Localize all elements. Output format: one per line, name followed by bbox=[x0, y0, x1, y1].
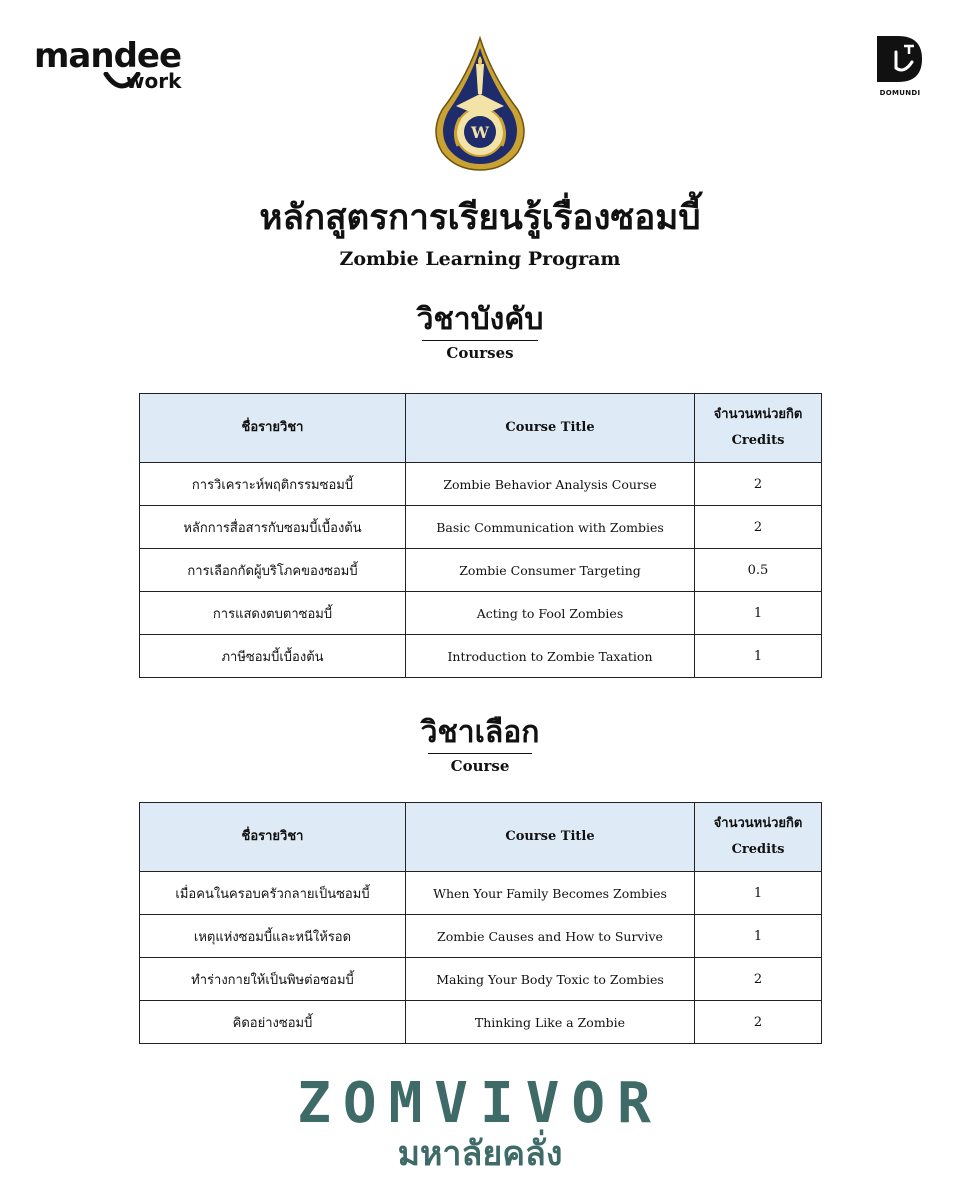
table-header-row bbox=[140, 803, 822, 872]
page-title-english: Zombie Learning Program bbox=[339, 248, 621, 270]
elective-courses-table bbox=[139, 802, 822, 1044]
course-title: Zombie Behavior Analysis Course bbox=[406, 463, 695, 506]
col-credits-thai: จำนวนหน่วยกิต bbox=[713, 816, 803, 831]
table-row bbox=[140, 1001, 822, 1044]
col-course-title: Course Title bbox=[406, 394, 695, 463]
course-title: Acting to Fool Zombies bbox=[406, 592, 695, 635]
course-thai-name: หลักการสื่อสารกับซอมบี้เบื้องต้น bbox=[140, 506, 406, 549]
course-title: Basic Communication with Zombies bbox=[406, 506, 695, 549]
course-thai-name: การเลือกกัดผู้บริโภคของซอมบี้ bbox=[140, 549, 406, 592]
table-row bbox=[140, 958, 822, 1001]
col-thai-name: ชื่อรายวิชา bbox=[140, 803, 406, 872]
domundi-logo bbox=[874, 34, 930, 100]
course-thai-name: เหตุแห่งซอมบี้และหนีให้รอด bbox=[140, 915, 406, 958]
elective-heading-thai: วิชาเลือก bbox=[420, 715, 540, 750]
col-credits bbox=[695, 803, 822, 872]
table-row bbox=[140, 592, 822, 635]
course-title: Zombie Causes and How to Survive bbox=[406, 915, 695, 958]
course-credits: 2 bbox=[695, 463, 822, 506]
course-title: When Your Family Becomes Zombies bbox=[406, 872, 695, 915]
svg-text:W: W bbox=[471, 123, 489, 142]
table-row bbox=[140, 915, 822, 958]
col-credits bbox=[695, 394, 822, 463]
col-credits-thai: จำนวนหน่วยกิต bbox=[713, 407, 803, 422]
zomvivor-logo-thai: มหาลัยคลั่ง bbox=[397, 1134, 563, 1174]
col-thai-name: ชื่อรายวิชา bbox=[140, 394, 406, 463]
table-row bbox=[140, 506, 822, 549]
mandee-work-logo bbox=[34, 38, 184, 98]
table-row bbox=[140, 872, 822, 915]
table-row bbox=[140, 463, 822, 506]
course-title: Making Your Body Toxic to Zombies bbox=[406, 958, 695, 1001]
course-thai-name: การวิเคราะห์พฤติกรรมซอมบี้ bbox=[140, 463, 406, 506]
required-heading-rule bbox=[422, 340, 538, 341]
course-credits: 1 bbox=[695, 635, 822, 678]
domundi-caption: DOMUNDI bbox=[879, 89, 921, 97]
course-credits: 2 bbox=[695, 958, 822, 1001]
elective-heading-en: Course bbox=[450, 757, 510, 775]
domundi-mark-icon bbox=[874, 34, 926, 86]
col-credits-en: Credits bbox=[731, 433, 785, 448]
course-credits: 2 bbox=[695, 506, 822, 549]
course-thai-name: เมื่อคนในครอบครัวกลายเป็นซอมบี้ bbox=[140, 872, 406, 915]
course-thai-name: ทำร่างกายให้เป็นพิษต่อซอมบี้ bbox=[140, 958, 406, 1001]
course-title: Thinking Like a Zombie bbox=[406, 1001, 695, 1044]
table-header-row bbox=[140, 394, 822, 463]
course-credits: 0.5 bbox=[695, 549, 822, 592]
course-title: Introduction to Zombie Taxation bbox=[406, 635, 695, 678]
table-row bbox=[140, 549, 822, 592]
required-heading-thai: วิชาบังคับ bbox=[416, 302, 544, 337]
course-credits: 1 bbox=[695, 592, 822, 635]
required-heading-en: Courses bbox=[446, 344, 514, 362]
mandee-logo-sub: work bbox=[126, 69, 182, 93]
page-title-thai: หลักสูตรการเรียนรู้เรื่องซอมบี้ bbox=[259, 197, 701, 238]
table-row bbox=[140, 635, 822, 678]
col-course-title: Course Title bbox=[406, 803, 695, 872]
required-courses-table bbox=[139, 393, 822, 678]
elective-heading-rule bbox=[428, 753, 532, 754]
university-emblem-icon bbox=[432, 36, 528, 172]
course-thai-name: คิดอย่างซอมบี้ bbox=[140, 1001, 406, 1044]
course-credits: 1 bbox=[695, 915, 822, 958]
mandee-logo-word: mandee bbox=[34, 36, 182, 76]
course-credits: 2 bbox=[695, 1001, 822, 1044]
col-credits-en: Credits bbox=[731, 842, 785, 857]
course-title: Zombie Consumer Targeting bbox=[406, 549, 695, 592]
course-credits: 1 bbox=[695, 872, 822, 915]
course-thai-name: การแสดงตบตาซอมบี้ bbox=[140, 592, 406, 635]
zomvivor-logo: ZOMVIVOR bbox=[297, 1071, 663, 1136]
course-thai-name: ภาษีซอมบี้เบื้องต้น bbox=[140, 635, 406, 678]
